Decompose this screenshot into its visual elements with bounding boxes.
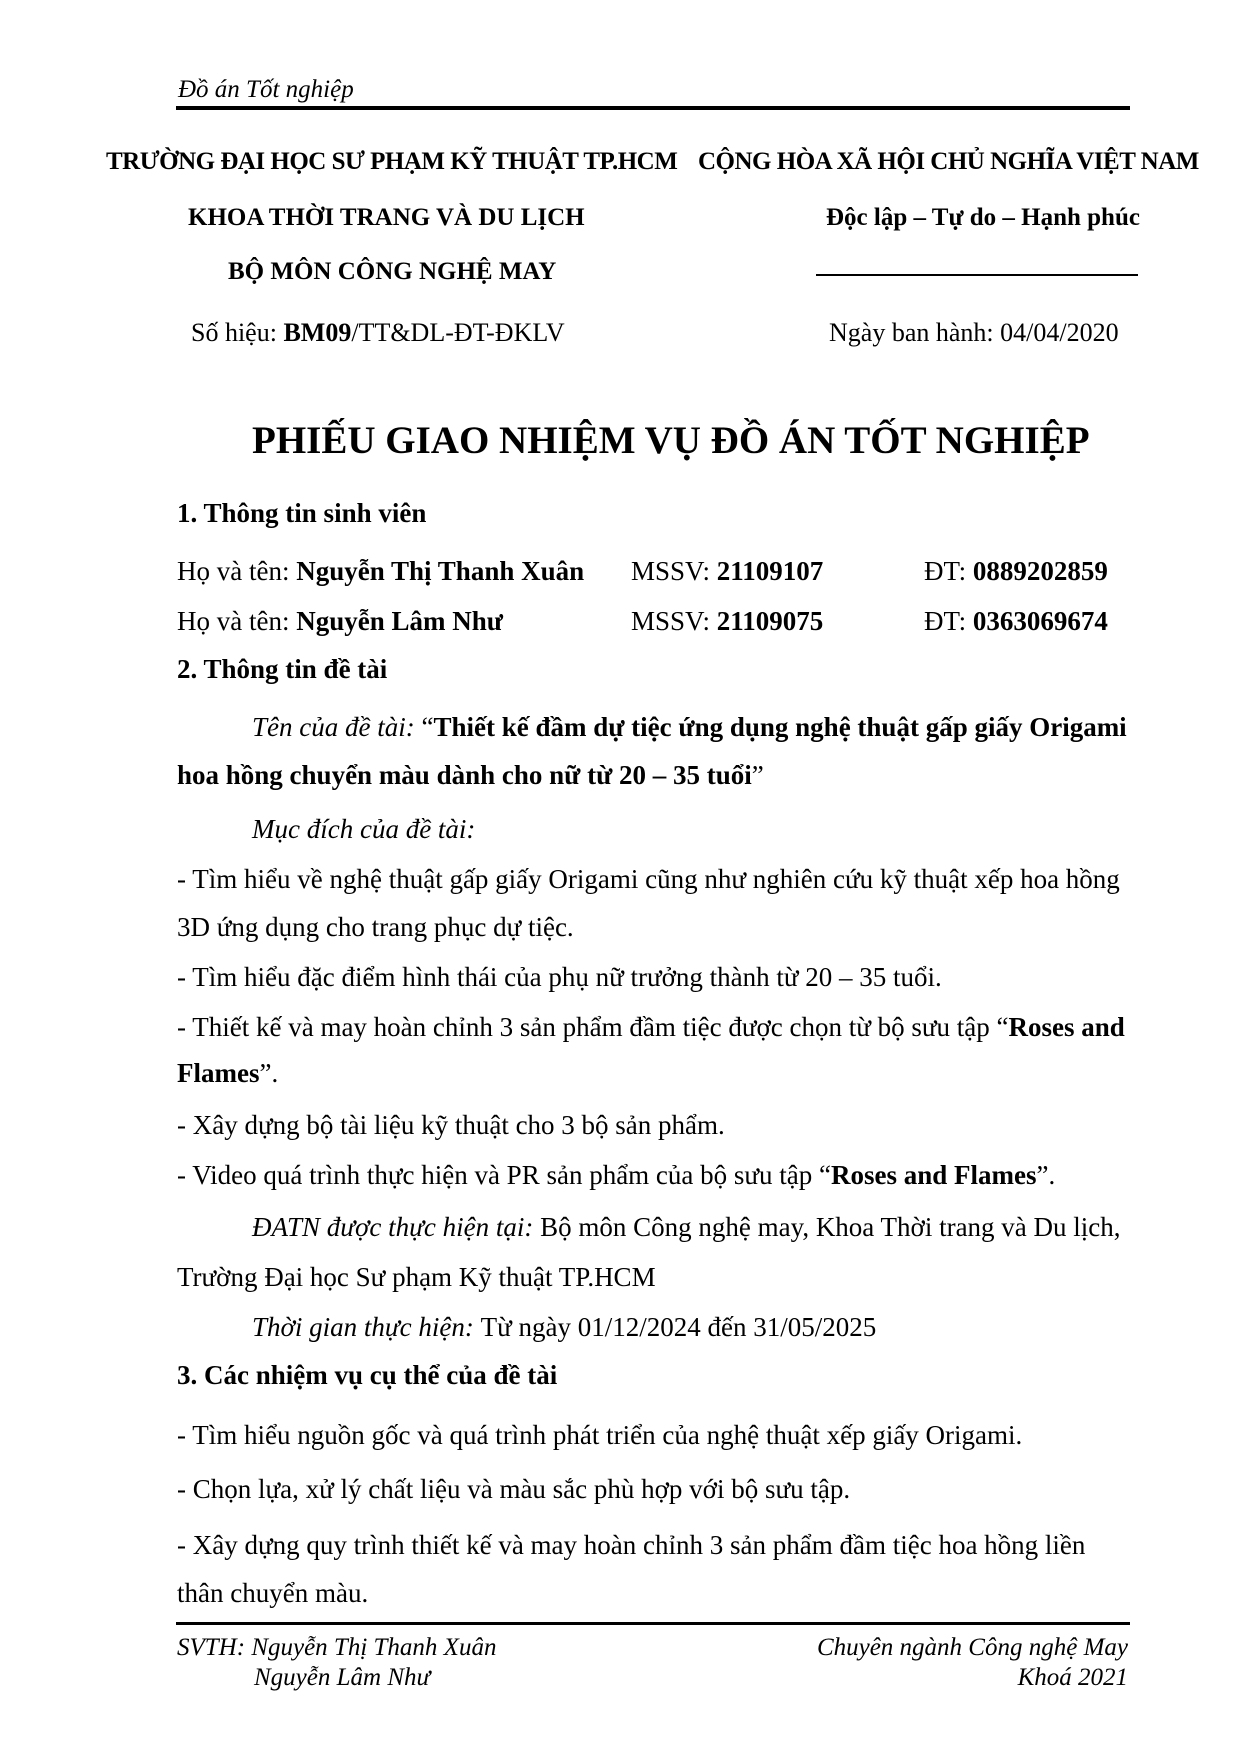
time-line [252, 1312, 876, 1343]
task-item-2: - Chọn lựa, xử lý chất liệu và màu sắc phù hợp với bộ sưu tập. [177, 1474, 851, 1504]
purpose-item-1-line2: 3D ứng dụng cho trang phục dự tiệc. [177, 912, 574, 942]
student1-name-row [177, 556, 584, 587]
topic-close-quote: ” [751, 760, 764, 790]
purpose-item-5 [177, 1160, 1055, 1191]
issue-date: Ngày ban hành: 04/04/2020 [829, 318, 1119, 347]
motto-underline [816, 274, 1138, 276]
section3-heading: 3. Các nhiệm vụ cụ thể của đề tài [177, 1360, 558, 1390]
purpose-item-3-text: - Thiết kế và may hoàn chỉnh 3 sản phẩm đầm tiệc được chọn từ bộ sưu tập “ [177, 1012, 1009, 1042]
form-code-rest: /TT&DL-ĐT-ĐKLV [351, 318, 565, 347]
school-name: TRƯỜNG ĐẠI HỌC SƯ PHẠM KỸ THUẬT TP.HCM [106, 148, 678, 175]
student2-phone-row [924, 606, 1108, 637]
purpose-item-1-line1: - Tìm hiểu về nghệ thuật gấp giấy Origami cũng như nghiên cứu kỹ thuật xếp hoa hồng [177, 864, 1120, 894]
purpose-item-5-bold: Roses and Flames [831, 1160, 1037, 1190]
topic-label: Tên của đề tài: [252, 712, 422, 742]
form-code [191, 318, 565, 348]
footer-cohort: Khoá 2021 [1017, 1664, 1128, 1691]
topic-line-1 [252, 712, 1127, 743]
purpose-item-2: - Tìm hiểu đặc điểm hình thái của phụ nữ trưởng thành từ 20 – 35 tuổi. [177, 962, 942, 992]
student2-name: Nguyễn Lâm Như [296, 606, 503, 636]
section2-heading: 2. Thông tin đề tài [177, 654, 388, 684]
student2-id-label: MSSV: [631, 606, 717, 636]
time-label: Thời gian thực hiện: [252, 1312, 481, 1342]
student1-id-label: MSSV: [631, 556, 717, 586]
student1-phone-label: ĐT: [924, 556, 973, 586]
purpose-item-5-text: - Video quá trình thực hiện và PR sản phẩm của bộ sưu tập “ [177, 1160, 832, 1190]
form-code-bold: BM09 [283, 318, 352, 347]
department-name: BỘ MÔN CÔNG NGHỆ MAY [228, 258, 557, 285]
header-rule [176, 106, 1130, 110]
place-line-1 [252, 1212, 1121, 1243]
footer-svth-label: SVTH: [177, 1634, 252, 1661]
purpose-label: Mục đích của đề tài: [252, 814, 476, 844]
student2-id-row [631, 606, 823, 637]
student2-name-row [177, 606, 503, 637]
student2-name-label: Họ và tên: [177, 606, 297, 636]
student1-phone-row [924, 556, 1108, 587]
faculty-name: KHOA THỜI TRANG VÀ DU LỊCH [188, 204, 585, 231]
republic-name: CỘNG HÒA XÃ HỘI CHỦ NGHĨA VIỆT NAM [698, 148, 1199, 175]
purpose-item-4: - Xây dựng bộ tài liệu kỹ thuật cho 3 bộ sản phẩm. [177, 1110, 725, 1140]
purpose-item-3-bold2: Flames [177, 1058, 260, 1088]
time-value: Từ ngày 01/12/2024 đến 31/05/2025 [480, 1312, 877, 1342]
purpose-item-5-end: ”. [1036, 1160, 1056, 1190]
task-item-3-line2: thân chuyển màu. [177, 1578, 369, 1608]
topic-title-part1: Thiết kế đầm dự tiệc ứng dụng nghệ thuật gấp giấy Origami [433, 712, 1127, 742]
task-item-3-line1: - Xây dựng quy trình thiết kế và may hoàn chỉnh 3 sản phẩm đầm tiệc hoa hồng liền [177, 1530, 1086, 1560]
student2-phone: 0363069674 [972, 606, 1108, 636]
section1-heading: 1. Thông tin sinh viên [177, 498, 427, 528]
footer-major: Chuyên ngành Công nghệ May [816, 1634, 1128, 1661]
footer-rule [176, 1622, 1130, 1625]
place-value-1: Bộ môn Công nghệ may, Khoa Thời trang và Du lịch, [540, 1212, 1121, 1242]
topic-line-2 [177, 760, 764, 791]
student2-id: 21109075 [716, 606, 824, 636]
footer-students-1 [177, 1634, 496, 1662]
national-motto: Độc lập – Tự do – Hạnh phúc [826, 204, 1140, 231]
place-line-2: Trường Đại học Sư phạm Kỹ thuật TP.HCM [177, 1262, 656, 1292]
purpose-item-3-line2 [177, 1058, 278, 1089]
running-header: Đồ án Tốt nghiệp [178, 76, 354, 103]
topic-title-part2: hoa hồng chuyển màu dành cho nữ từ 20 – 35 tuổi [177, 760, 752, 790]
purpose-item-3-line1 [177, 1012, 1125, 1043]
footer-student1: Nguyễn Thị Thanh Xuân [251, 1634, 497, 1661]
student1-id-row [631, 556, 823, 587]
student1-name-label: Họ và tên: [177, 556, 297, 586]
purpose-item-3-bold1: Roses and [1008, 1012, 1125, 1042]
form-code-label: Số hiệu: [191, 318, 284, 347]
student1-name: Nguyễn Thị Thanh Xuân [296, 556, 585, 586]
student1-phone: 0889202859 [972, 556, 1108, 586]
task-item-1: - Tìm hiểu nguồn gốc và quá trình phát triển của nghệ thuật xếp giấy Origami. [177, 1420, 1023, 1450]
student1-id: 21109107 [716, 556, 824, 586]
purpose-item-3-end: ”. [259, 1058, 279, 1088]
page-title: PHIẾU GIAO NHIỆM VỤ ĐỒ ÁN TỐT NGHIỆP [252, 419, 1090, 462]
topic-open-quote: “ [421, 712, 434, 742]
student2-phone-label: ĐT: [924, 606, 973, 636]
place-label: ĐATN được thực hiện tại: [252, 1212, 541, 1242]
footer-student2: Nguyễn Lâm Như [254, 1664, 431, 1691]
